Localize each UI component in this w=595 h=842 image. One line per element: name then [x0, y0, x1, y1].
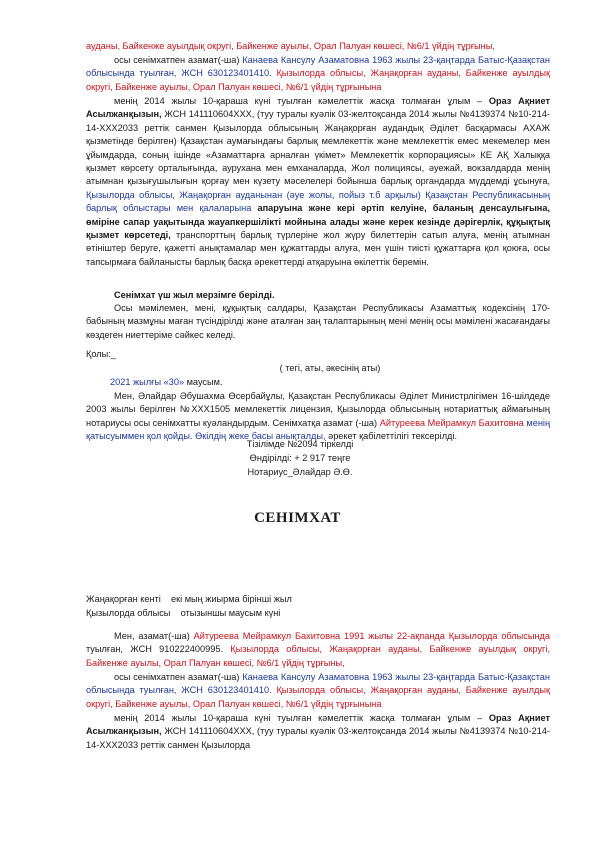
trustee-paragraph: [86, 54, 550, 94]
powers-clause: транспорттың барлық түрлеріне жол жүру билеттерін сатып алуға, менің атымнан өтініштер беруге, қажетті анықтамалар мен құжаттарды алуға, мен үшін тиісті құжаттарға қол қоюға, осы тапсырмаға байланысты барлық басқа әрекеттерді атқаруына өкілеттік беремін.: [86, 230, 550, 267]
date-line: Қызылорда облысы отызыншы маусым күні: [86, 608, 281, 618]
principal-name: Айтуреева Мейрамкул Бахитовна 1991 жылы 22-ақпанда Қызылорда облысында: [193, 631, 550, 641]
civil-code-paragraph: Осы мәмілемен, мені, құқықтық салдары, Қазақстан Республикасы Азаматтық кодексінің 170- бабының мазмұны маған түсіндірілді және аталған заң талаптарының мені менің осы мәмілені жасағандағы көздеген ниеттеріме сәйкес келеді.: [86, 303, 550, 340]
health-clause: баланың денсаулығына, өміріне сапар уақытында жауапкершілікті мойнына алады және керек кезінде дәрігерлік, құқықтық қызмет көрсетеді,: [86, 203, 551, 241]
principal-paragraph: [86, 630, 550, 670]
fee-amount: Өндірілді: + 2 917 теңге: [249, 453, 351, 463]
document-title: СЕНІМХАТ: [254, 510, 341, 526]
child-name: Ораз Ақниет Асылжанқызын,: [86, 96, 550, 120]
notary-signer: Айтуреева Мейрамкул Бахитовна: [379, 417, 524, 428]
child-details-2: ЖСН 141110604XXX, (туу туралы куәлік 03-желтоқсанда 2014 жылы №4139374 №10-214-14-XXX2033 реттік санмен Қызылорда: [86, 726, 550, 750]
place-line: Жаңақорған кенті екі мың жиырма бірінші жыл: [86, 594, 292, 604]
notary-capacity: әрекет қабілеттілігі тексерілді.: [325, 431, 458, 442]
validity-statement: Сенімхат үш жыл мерзімге берілді.: [114, 290, 275, 300]
authority-paragraph-2: [86, 712, 550, 752]
trustee-name-2: Канаева Кансулу Азаматовна 1963 жылы 23-қаңтарда Батыс-Қазақстан облысында туылған, ЖСН 630123401410.: [86, 672, 550, 696]
principal-address: Қызылорда облысы, Жаңақорған ауданы, Байкенже ауылдық округі, Байкенже ауылы, Орал Палуан көшесі, №6/1 үйдің тұрғыны,: [86, 644, 551, 668]
trustee-intro: осы сенімхатпен азамат(-ша): [114, 55, 243, 65]
notary-presence: менің қатысуыммен қол қойды. Өкілдің жеке басы анықталды,: [86, 417, 551, 442]
trustee-intro-2: осы сенімхатпен азамат(-ша): [114, 672, 243, 682]
notary-text: Мен, Әлайдар Әбушахма Өсербайұлы, Қазақстан Республикасы Әділет Министрлігімен 16-шілдеде 2003 жылы берілген №XXX1505 мемлекеттік лицензия, Қызылорда облысының нотариаттық аймағының нотариусы осы сенімхатты куәландырдым. Сенімхатқа азамат (-ша): [86, 391, 550, 428]
certification-month: маусым.: [184, 377, 223, 387]
child-details: ЖСН 141110604XXX, (туу туралы куәлік 03-желтоқсанда 2014 жылы №4139374 №10-214-14-XXX2033 реттік санмен Қызылорда облысының Жаңақорған аудандық Әділет басқармасы АХАЖ қызметінде берілген) Қазақстан аумағындағы барлық мемлекеттік және мемлекеттік емес мекемелер мен ұйымдарда, соның ішінде «Азаматтарға арналған үкімет» Мемлекеттік корпорациясы» КЕ АҚ Халыққа қызмет көрсету орталығында, аурухана мен емханаларда, Жол полициясы, әуежай, вокзалдарда менің атымнан қызығушылығын қорғау мен күзету мәселелері бойынша барлық органдарда мүддемді ұсынуға,: [86, 109, 550, 187]
certification-date-value: 2021 жылғы «30»: [110, 377, 185, 387]
registry-number: Тізілімде №2094 тіркелді: [246, 439, 354, 449]
notary-paragraph: [86, 390, 550, 444]
authority-paragraph: [86, 95, 550, 269]
notary-name: Нотариус_Әлайдар Ә.Ө.: [247, 467, 353, 477]
trustee-name: Канаева Кансулу Азаматовна 1963 жылы 23-қаңтарда Батыс-Қазақстан облысында туылған, ЖСН 630123401410.: [86, 55, 550, 79]
trustee-address-2: Қызылорда облысы, Жаңақорған ауданы, Байкенже ауылдық округі, Байкенже ауылы, Орал Палуан көшесі, №6/1 үйдің тұрғынына: [86, 685, 550, 709]
signature-label: Қолы:_: [86, 349, 116, 359]
child-intro: менің 2014 жылы 10-қараша күні туылған кәмелеттік жасқа толмаған ұлым –: [114, 96, 489, 106]
child-name-2: Ораз Ақниет Асылжанқызын,: [86, 713, 550, 737]
trustee-paragraph-2: [86, 671, 550, 711]
child-intro-2: менің 2014 жылы 10-қараша күні туылған кәмелеттік жасқа толмаған ұлым –: [114, 713, 489, 723]
address-line: ауданы, Байкенже ауылдық округі, Байкенже ауылы, Орал Палуан көшесі, №6/1 үйдің тұрғыны,: [86, 41, 495, 51]
travel-route: Қызылорда облысы, Жаңақорған ауданынан (әуе жолы, пойыз т.б арқылы) Қазақстан Республикасының барлық облыстары мен қалаларына: [86, 189, 550, 214]
travel-return: апаруына және кері әртіп келуіне,: [251, 203, 427, 214]
principal-iin: туылған, ЖСН 910222400995.: [86, 644, 231, 655]
signature-hint: ( тегі, аты, әкесінің аты): [279, 363, 381, 373]
certification-date: [110, 376, 550, 389]
trustee-address: Қызылорда облысы, Жаңақорған ауданы, Байкенже ауылдық округі, Байкенже ауылы, Орал Палуан көшесі, №6/1 үйдің тұрғынына: [86, 68, 550, 92]
principal-intro: Мен, азамат(-ша): [114, 631, 194, 641]
